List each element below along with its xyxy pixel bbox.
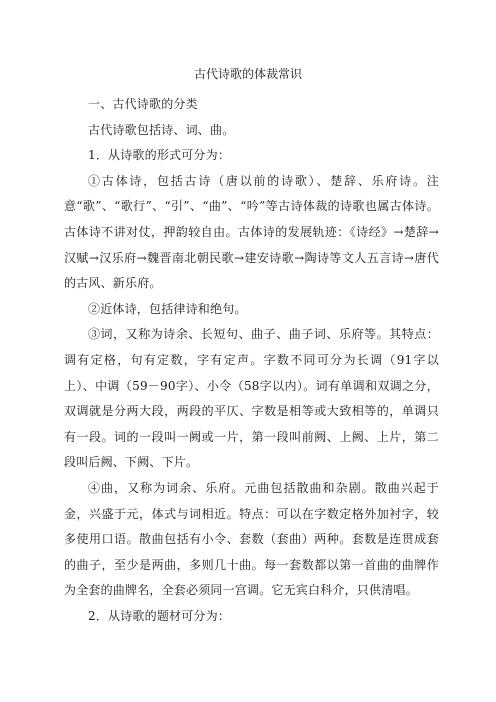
subsection-heading: 2．从诗歌的题材可分为： (88, 608, 231, 623)
document-body (64, 92, 439, 629)
paragraph: ④曲，又称为词余、乐府。元曲包括散曲和杂剧。散曲兴起于金，兴盛于元，体式与词相近。特点：可以在字数定格外加衬字，较多使用口语。散曲包括有小令、套数（套曲）两种。套数是连贯成套的曲子，至少是两曲，多则几十曲。每一套数都以第一首曲的曲牌作为全套的曲牌名，全套必须同一宫调。它无宾白科介，只供清唱。 (64, 480, 439, 598)
document-title: 古代诗歌的体裁常识 (193, 67, 302, 81)
paragraph: 古代诗歌包括诗、词、曲。 (88, 122, 235, 137)
section-heading: 一、古代诗歌的分类 (88, 97, 198, 111)
subsection-heading: 1．从诗歌的形式可分为： (88, 148, 231, 163)
paragraph: ③词，又称为诗余、长短句、曲子、曲子词、乐府等。其特点：调有定格，句有定数，字有定声。字数不同可分为长调（91字以上）、中调（59－90字）、小令（58字以内）。词有单调和双调之分，双调就是分两大段，两段的平仄、字数是相等或大致相等的，单调只有一段。词的一段叫一阙或一片，第一段叫前阙、上阙、上片，第二段叫后阙、下阙、下片。 (64, 327, 439, 470)
paragraph: ②近体诗，包括律诗和绝句。 (88, 301, 247, 316)
paragraph: ①古体诗，包括古诗（唐以前的诗歌）、楚辞、乐府诗。注意“歌”、“歌行”、“引”、“曲”、“吟”等古诗体裁的诗歌也属古体诗。古体诗不讲对仗，押韵较自由。古体诗的发展轨迹：《诗经》→楚辞→汉赋→汉乐府→魏晋南北朝民歌→建安诗歌→陶诗等文人五言诗→唐代的古风、新乐府。 (64, 173, 439, 291)
